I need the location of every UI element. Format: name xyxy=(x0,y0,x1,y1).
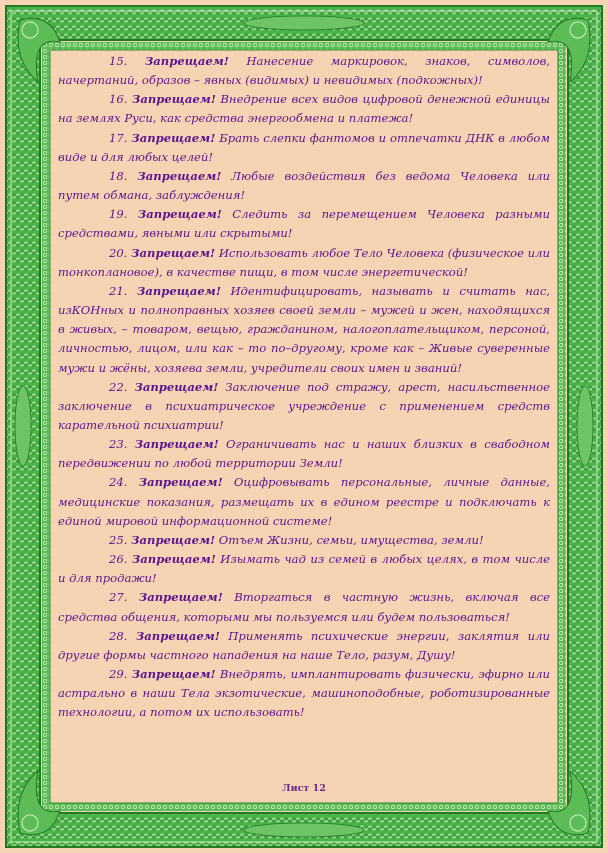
clause-29 xyxy=(58,665,550,722)
clause-keyword: Запрещаем! xyxy=(137,207,222,222)
clause-16 xyxy=(58,90,550,128)
clause-22 xyxy=(58,378,550,435)
clause-21 xyxy=(58,282,550,378)
clause-text: Применять психические энергии, заклятия или другие формы частного нападения на наше Тело, разум, Душу! xyxy=(58,628,550,662)
clause-keyword: Запрещаем! xyxy=(131,130,216,145)
clause-20 xyxy=(58,244,550,282)
clause-number: 24. xyxy=(109,475,128,490)
clause-26 xyxy=(58,550,550,588)
clause-28 xyxy=(58,627,550,665)
clause-17 xyxy=(58,129,550,167)
clause-text: Брать слепки фантомов и отпечатки ДНК в любом виде и для любых целей! xyxy=(58,130,550,164)
clause-text: Внедрять, имплантировать физически, эфирно или астрально в наши Тела экзотические, машиноподобные, роботизированные технологии, а потом их использовать! xyxy=(58,667,550,720)
clause-number: 19. xyxy=(109,207,128,222)
clause-number: 25. xyxy=(109,532,128,547)
clause-keyword: Запрещаем! xyxy=(138,475,223,490)
clause-text: Изымать чад из семей в любых целях, в том числе и для продажи! xyxy=(58,552,550,586)
clause-23 xyxy=(58,435,550,473)
document-body xyxy=(58,52,550,722)
clause-number: 27. xyxy=(109,590,128,605)
clause-number: 26. xyxy=(109,552,128,567)
clause-text: Отъем Жизни, семьи, имущества, земли! xyxy=(215,532,484,547)
clause-keyword: Запрещаем! xyxy=(138,590,223,605)
page-number: Лист 12 xyxy=(282,783,326,794)
clause-text: Внедрение всех видов цифровой денежной единицы на землях Руси, как средства энергообмена и платежа! xyxy=(58,92,550,126)
clause-text: Следить за перемещением Человека разными средствами, явными или скрытыми! xyxy=(58,207,550,241)
clause-keyword: Запрещаем! xyxy=(131,92,216,107)
clause-number: 22. xyxy=(109,379,128,394)
clause-text: Использовать любое Тело Человека (физическое или тонкоплановое), в качестве пищи, в том числе энергетической! xyxy=(58,245,551,279)
clause-25 xyxy=(58,531,550,550)
clause-keyword: Запрещаем! xyxy=(144,54,229,68)
clause-19 xyxy=(58,205,550,243)
clause-keyword: Запрещаем! xyxy=(135,628,220,643)
clause-number: 15. xyxy=(109,54,128,68)
clause-27 xyxy=(58,588,550,626)
clause-number: 17. xyxy=(109,130,128,145)
clause-keyword: Запрещаем! xyxy=(134,437,219,452)
clause-text: Ограничивать нас и наших близких в свабодном передвижении по любой территории Земли! xyxy=(58,437,550,471)
clause-number: 28. xyxy=(109,628,128,643)
clause-keyword: Запрещаем! xyxy=(137,168,222,183)
clause-keyword: Запрещаем! xyxy=(131,245,216,260)
clause-number: 29. xyxy=(109,667,128,681)
clause-text: Идентифицировать, называть и считать нас, изКОНных и полноправных хозяев своей земли – мужей и жен, находящихся в живых, – товаром, вещью, гражданином, налогоплательщиком, персоной, личностью, лицом, или как – то по–другому, кроме как – Живые суверенные мужи и жёны, хозяева земли, учредители своих имен и званий! xyxy=(58,283,550,375)
clause-number: 21. xyxy=(109,283,128,298)
clause-18 xyxy=(58,167,550,205)
clause-keyword: Запрещаем! xyxy=(136,283,221,298)
clause-number: 18. xyxy=(109,168,128,183)
clause-keyword: Запрещаем! xyxy=(131,532,216,547)
clause-keyword: Запрещаем! xyxy=(131,667,216,681)
clause-text: Любые воздействия без ведома Человека или путем обмана, заблуждения! xyxy=(58,168,551,203)
clause-number: 20. xyxy=(109,245,128,260)
clause-keyword: Запрещаем! xyxy=(134,379,219,394)
clause-text: Оцифровывать персональные, личные данные, медицинские показания, размещать их в едином реестре и подключать к единой мировой информационной системе! xyxy=(58,475,550,528)
clause-15 xyxy=(58,52,550,90)
clause-24 xyxy=(58,473,550,530)
clause-text: Нанесение маркировок, знаков, символов, начертаний, образов – явных (видимых) и невидимых (подкожных)! xyxy=(58,54,550,88)
clause-text: Заключение под стражу, арест, насильственное заключение в психиатрическое учреждение с применением средств карательной психиатрии! xyxy=(58,379,550,432)
clause-text: Вторгаться в частную жизнь, включая все средства общения, которыми мы пользуемся или будем пользоваться! xyxy=(58,590,551,624)
clause-number: 16. xyxy=(109,92,128,107)
clause-number: 23. xyxy=(109,437,128,452)
clause-keyword: Запрещаем! xyxy=(131,552,216,567)
